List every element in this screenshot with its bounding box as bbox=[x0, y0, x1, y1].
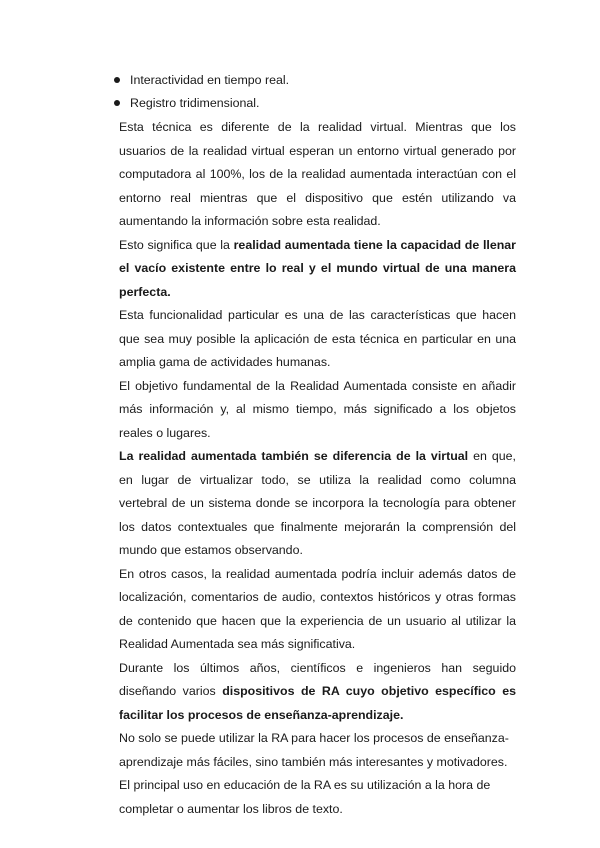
bullet-text: Registro tridimensional. bbox=[130, 96, 260, 110]
paragraph-2 bbox=[119, 234, 516, 305]
bullet-list bbox=[130, 69, 530, 115]
paragraph-7 bbox=[119, 657, 516, 728]
body-text bbox=[119, 116, 516, 821]
paragraph-5 bbox=[119, 445, 516, 563]
paragraph-7-text: Durante los últimos años, científicos e ingenieros han seguido diseñando varios bbox=[119, 660, 516, 698]
bullet-dot-icon bbox=[114, 100, 120, 106]
paragraph-5-text: en que, en lugar de virtualizar todo, se utiliza la realidad como columna vertebral de un sistema donde se incorpora la tecnología para obtener los datos contextuales que finalmente mejorarán la comprensión del mundo que estamos observando. bbox=[119, 449, 516, 557]
paragraph-2-text: Esto significa que la bbox=[119, 237, 234, 252]
bullet-text: Interactividad en tiempo real. bbox=[130, 73, 290, 87]
bullet-item bbox=[130, 92, 530, 115]
paragraph-6: En otros casos, la realidad aumentada podría incluir además datos de localización, comentarios de audio, contextos históricos y otras formas de contenido que hacen que la experiencia de un usuario al utilizar la Realidad Aumentada sea más significativa. bbox=[119, 566, 516, 651]
paragraph-2-emphasis: realidad aumentada tiene la capacidad de llenar el vacío existente entre lo real y el mundo virtual de una manera perfecta. bbox=[119, 237, 516, 299]
paragraph-8: No solo se puede utilizar la RA para hacer los procesos de enseñanza-aprendizaje más fáciles, sino también más interesantes y motivadores. El principal uso en educación de la RA es su utilización a la hora de completar o aumentar los libros de texto. bbox=[119, 731, 509, 816]
bullet-dot-icon bbox=[114, 77, 120, 83]
paragraph-3: Esta funcionalidad particular es una de las características que hacen que sea muy posible la aplicación de esta técnica en particular en una amplia gama de actividades humanas. bbox=[119, 308, 516, 369]
paragraph-7-emphasis: dispositivos de RA cuyo objetivo específico es facilitar los procesos de enseñanza-aprendizaje. bbox=[119, 684, 517, 722]
paragraph-1: Esta técnica es diferente de la realidad virtual. Mientras que los usuarios de la realidad virtual esperan un entorno virtual generado por computadora al 100%, los de la realidad aumentada interactúan con el entorno real mientras que el dispositivo que estén utilizando va aumentando la información sobre esta realidad. bbox=[119, 120, 516, 228]
paragraph-4: El objetivo fundamental de la Realidad Aumentada consiste en añadir más información y, al mismo tiempo, más significado a los objetos reales o lugares. bbox=[119, 378, 516, 440]
bullet-item bbox=[130, 69, 530, 92]
paragraph-5-emphasis: La realidad aumentada también se diferencia de la virtual bbox=[119, 449, 469, 463]
